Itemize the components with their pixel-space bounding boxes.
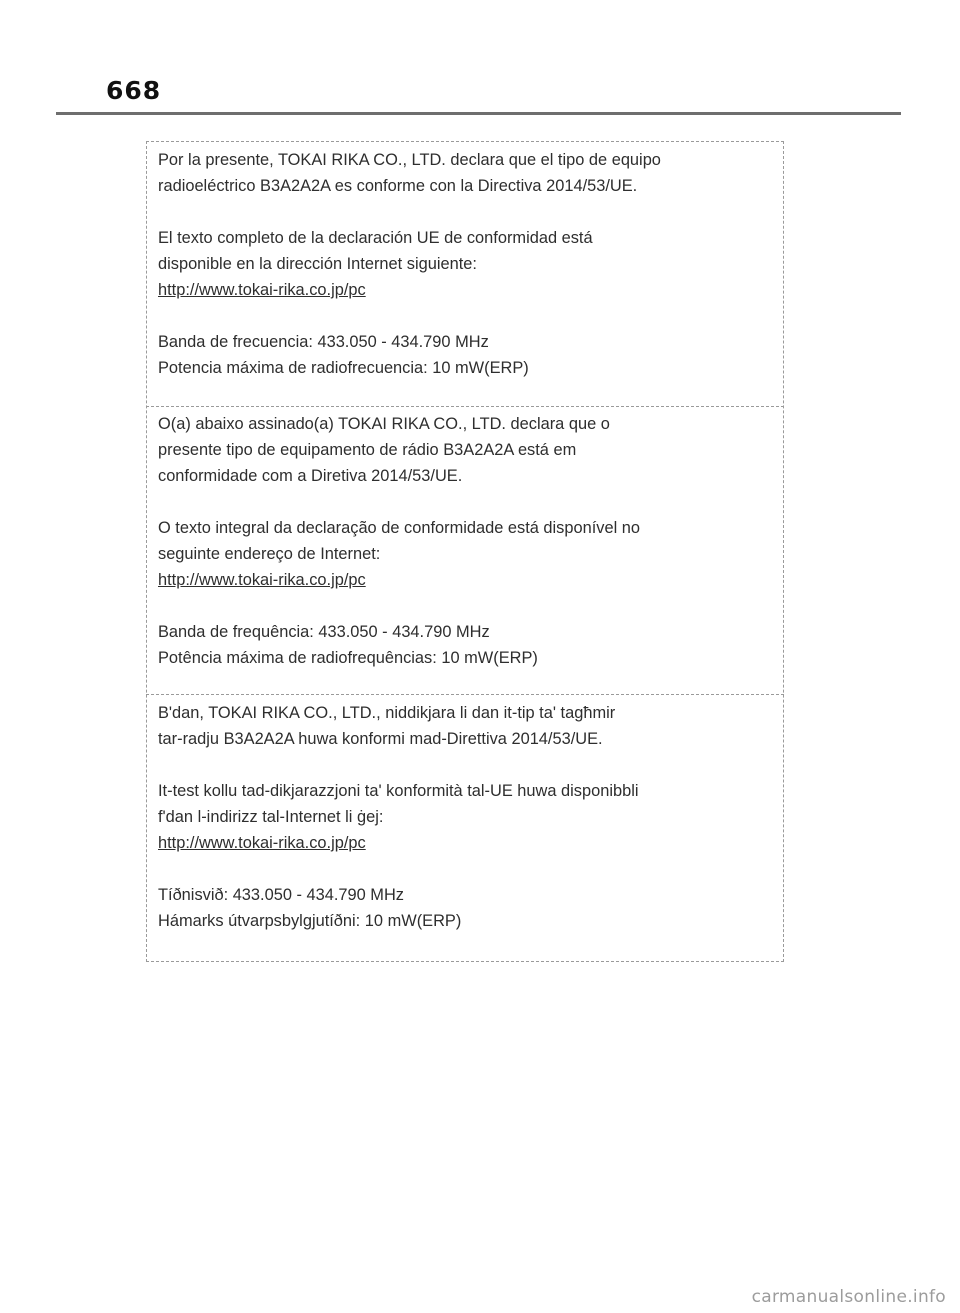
- full-text-line: O texto integral da declaração de conformidade está disponível no: [158, 519, 641, 537]
- declaration-section-spanish: [146, 147, 784, 381]
- frequency-band: Banda de frequência: 433.050 - 434.790 MHz: [158, 623, 490, 641]
- declaration-line: presente tipo de equipamento de rádio B3A2A2A está em: [158, 441, 577, 459]
- declaration-line: Por la presente, TOKAI RIKA CO., LTD. declara que el tipo de equipo: [158, 151, 661, 169]
- max-power: Potencia máxima de radiofrecuencia: 10 mW(ERP): [158, 359, 529, 377]
- frequency-band: Banda de frecuencia: 433.050 - 434.790 MHz: [158, 333, 489, 351]
- declaration-line: conformidade com a Diretiva 2014/53/UE.: [158, 467, 463, 485]
- declaration-line: tar-radju B3A2A2A huwa konformi mad-Direttiva 2014/53/UE.: [158, 730, 603, 748]
- declaration-url-link[interactable]: http://www.tokai-rika.co.jp/pc: [158, 571, 366, 589]
- declaration-line: B'dan, TOKAI RIKA CO., LTD., niddikjara li dan it-tip ta' tagħmir: [158, 704, 616, 722]
- declaration-line: radioeléctrico B3A2A2A es conforme con la Directiva 2014/53/UE.: [158, 177, 638, 195]
- header-rule: [56, 112, 901, 115]
- section-divider-1: [146, 406, 784, 407]
- declaration-section-maltese: [146, 700, 784, 934]
- max-power: Potência máxima de radiofrequências: 10 mW(ERP): [158, 649, 538, 667]
- full-text-line: f'dan l-indirizz tal-Internet li ġej:: [158, 808, 384, 826]
- watermark-text: carmanualsonline.info: [751, 1287, 946, 1307]
- frequency-band: Tíðnisvið: 433.050 - 434.790 MHz: [158, 886, 404, 904]
- declaration-url-link[interactable]: http://www.tokai-rika.co.jp/pc: [158, 281, 366, 299]
- full-text-line: It-test kollu tad-dikjarazzjoni ta' konformità tal-UE huwa disponibbli: [158, 782, 639, 800]
- full-text-line: seguinte endereço de Internet:: [158, 545, 381, 563]
- full-text-line: disponible en la dirección Internet siguiente:: [158, 255, 477, 273]
- declaration-url-link[interactable]: http://www.tokai-rika.co.jp/pc: [158, 834, 366, 852]
- full-text-line: El texto completo de la declaración UE de conformidad está: [158, 229, 593, 247]
- declaration-line: O(a) abaixo assinado(a) TOKAI RIKA CO., LTD. declara que o: [158, 415, 610, 433]
- section-divider-2: [146, 694, 784, 695]
- declaration-section-portuguese: [146, 411, 784, 671]
- max-power: Hámarks útvarpsbylgjutíðni: 10 mW(ERP): [158, 912, 462, 930]
- page-number: 668: [106, 76, 162, 105]
